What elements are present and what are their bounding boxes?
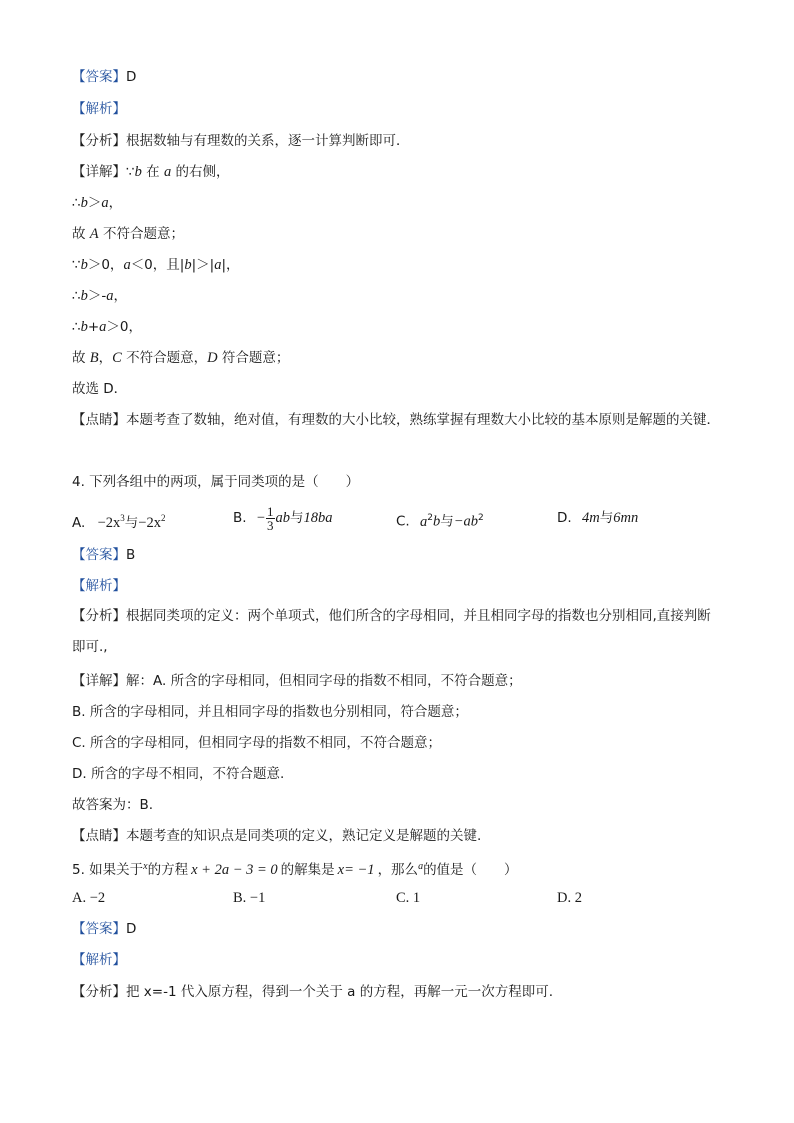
var-x: x: [143, 861, 148, 872]
text: 故: [72, 226, 90, 242]
q4-detail-3: [72, 734, 722, 752]
var-b: b: [80, 195, 88, 211]
because-symbol: ∵: [126, 164, 135, 180]
fenxi-text: 根据同类项的定义：两个单项式，他们所含的字母相同，并且相同字母的指数也分别相同,直接判断即可.,: [72, 608, 711, 655]
solution: x= −1: [337, 862, 375, 878]
term: 4m: [581, 510, 600, 526]
therefore-symbol: ∴: [72, 288, 81, 304]
q3-dianjing: [72, 405, 722, 436]
q5-stem: [72, 858, 722, 879]
q3-fenxi: [72, 132, 722, 150]
q4-option-b: [233, 500, 333, 536]
q3-answer-line: [72, 68, 722, 86]
text: 的右侧，: [171, 164, 230, 180]
option-label: C.: [396, 513, 410, 530]
connector: 与: [599, 510, 614, 526]
question-stem: ，那么: [377, 862, 419, 878]
q5-fenxi: [72, 983, 722, 1001]
option-math: [138, 515, 165, 531]
q5-analysis-tag: [72, 951, 722, 969]
text: ＞: [87, 195, 102, 211]
var-a: a: [101, 195, 109, 211]
q3-detail-7: [72, 349, 722, 367]
fenxi-text: 把 x=-1 代入原方程，得到一个关于 a 的方程，再解一元一次方程即可.: [126, 984, 553, 1000]
q3-detail-8: [72, 380, 722, 398]
q4-stem: [72, 473, 722, 491]
option-letter: A: [89, 226, 99, 242]
dianjing-text: 本题考查了数轴，绝对值，有理数的大小比较，熟练掌握有理数大小比较的基本原则是解题的关键．: [126, 412, 720, 428]
text: |，: [221, 257, 240, 273]
conclusion-text: 故选 D．: [72, 381, 128, 397]
var-a: a: [123, 257, 131, 273]
analysis-tag: 【解析】: [72, 952, 126, 968]
q4-fenxi: [72, 601, 722, 663]
q4-option-d: [557, 508, 638, 528]
var-a: a: [163, 164, 172, 180]
fenxi-tag: 【分析】: [72, 608, 126, 624]
term: 18ba: [303, 510, 333, 526]
text: ，: [113, 288, 127, 304]
denominator: 3: [267, 517, 274, 533]
q5-option-c: C. 1: [396, 890, 421, 906]
text: 符合题意；: [217, 350, 290, 366]
var-b: b: [80, 257, 88, 273]
text: ＜0，且|: [130, 257, 185, 273]
fenxi-tag: 【分析】: [72, 984, 126, 1000]
var-b: b: [134, 164, 142, 180]
var-b: b: [184, 257, 192, 273]
q4-dianjing: [72, 827, 722, 845]
q4-option-a: [72, 508, 165, 533]
q3-analysis-tag: [72, 100, 722, 118]
text: 不符合题意，: [121, 350, 208, 366]
q4-analysis-tag: [72, 577, 722, 595]
text: |＞|: [191, 257, 215, 273]
term: −2x: [97, 514, 121, 531]
option-label: D.: [557, 510, 572, 526]
question-stem: 的值是（ ）: [423, 862, 518, 878]
dianjing-text: 本题考查的知识点是同类项的定义，熟记定义是解题的关键.: [126, 828, 482, 844]
text: +: [87, 319, 100, 335]
fenxi-text: 根据数轴与有理数的关系，逐一计算判断即可．: [126, 133, 410, 149]
exponent: 2: [427, 513, 433, 523]
q5-answer-line: [72, 920, 722, 938]
dianjing-tag: 【点睛】: [72, 412, 126, 428]
q4-detail-1: [72, 672, 722, 690]
q3-detail-5: [72, 287, 722, 305]
text: 不符合题意；: [98, 226, 184, 242]
q4-option-c: [396, 508, 484, 532]
term: ab: [275, 510, 291, 526]
term: −2x: [138, 514, 161, 531]
detail-text: C. 所含的字母相同，但相同字母的指数不相同，不符合题意；: [72, 735, 442, 751]
text: ＞-: [87, 288, 107, 304]
q5-option-d: D. 2: [557, 890, 582, 906]
analysis-tag: 【解析】: [72, 578, 126, 594]
option-label: A.: [72, 514, 86, 531]
q5-option-b: B. −1: [233, 890, 266, 906]
q3-detail-2: [72, 194, 722, 212]
exponent: 2: [160, 513, 166, 523]
answer-value: D: [126, 921, 137, 937]
var-a: a: [99, 319, 107, 335]
because-symbol: ∵: [72, 257, 81, 273]
minus-sign: −: [256, 510, 266, 526]
answer-tag: 【答案】: [72, 69, 126, 85]
equation: x + 2a − 3 = 0: [191, 862, 278, 878]
term: a: [420, 513, 428, 530]
var-a: a: [214, 257, 222, 273]
text: ，: [108, 195, 123, 211]
numerator: 1: [267, 503, 274, 519]
term: −ab: [453, 513, 479, 530]
term: b: [433, 513, 441, 530]
text: 故: [72, 350, 90, 366]
text: ＞0，: [106, 319, 142, 335]
dianjing-tag: 【点睛】: [72, 828, 126, 844]
term: 6mn: [613, 510, 639, 526]
q3-detail-3: [72, 225, 722, 243]
exponent: 2: [478, 513, 484, 523]
q3-detail-4: [72, 256, 722, 274]
fenxi-tag: 【分析】: [72, 133, 126, 149]
q3-detail-6: [72, 318, 722, 336]
answer-value: B: [126, 547, 136, 563]
var-a: a: [418, 861, 424, 872]
detail-text: B. 所含的字母相同，并且相同字母的指数也分别相同，符合题意；: [72, 704, 468, 720]
detail-text: D. 所含的字母不相同，不符合题意.: [72, 766, 285, 782]
q5-option-a: A. −2: [72, 890, 106, 906]
q4-answer-line: [72, 546, 722, 564]
connector: 与: [440, 513, 454, 530]
text: ＞0，: [87, 257, 124, 273]
q3-detail-1: [72, 163, 722, 181]
question-stem: 5. 如果关于: [72, 862, 144, 878]
q4-detail-5: [72, 796, 722, 814]
detail-text: 解：A. 所含的字母相同，但相同字母的指数不相同，不符合题意；: [126, 673, 522, 689]
text: 在: [141, 164, 164, 180]
therefore-symbol: ∴: [72, 195, 81, 211]
detail-tag: 【详解】: [72, 673, 126, 689]
connector: 与: [124, 514, 139, 531]
option-label: B.: [233, 510, 247, 526]
var-a: a: [106, 288, 114, 304]
answer-tag: 【答案】: [72, 547, 126, 563]
detail-text: 故答案为：B.: [72, 797, 154, 813]
question-stem: 的解集是: [280, 862, 335, 878]
q4-detail-4: [72, 765, 722, 783]
fraction: [266, 505, 275, 532]
option-letter: C: [112, 350, 122, 366]
exponent: 3: [120, 513, 125, 523]
option-letter: B: [89, 350, 99, 366]
var-b: b: [80, 288, 88, 304]
q4-detail-2: [72, 703, 722, 721]
analysis-tag: 【解析】: [72, 101, 126, 117]
answer-tag: 【答案】: [72, 921, 126, 937]
connector: 与: [290, 510, 304, 526]
question-stem: 的方程: [147, 862, 189, 878]
question-stem: 4. 下列各组中的两项，属于同类项的是（ ）: [72, 474, 360, 490]
option-math: [98, 515, 125, 531]
detail-tag: 【详解】: [72, 164, 126, 180]
text: ，: [98, 350, 113, 366]
therefore-symbol: ∴: [72, 319, 81, 335]
answer-value: D: [126, 69, 137, 85]
var-b: b: [80, 319, 88, 335]
option-letter: D: [207, 350, 218, 366]
